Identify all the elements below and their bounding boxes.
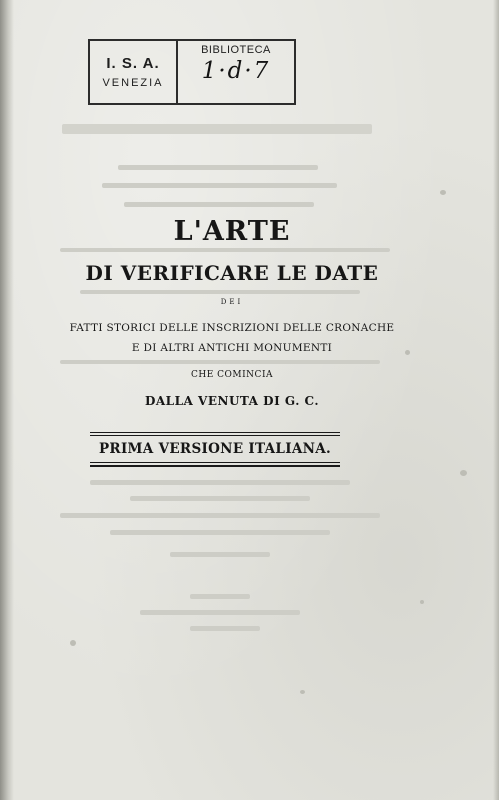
bleed-through-mark bbox=[60, 248, 390, 252]
edition-version: PRIMA VERSIONE ITALIANA. bbox=[98, 441, 332, 457]
page-right-edge bbox=[493, 0, 499, 800]
paper-speck bbox=[420, 600, 424, 604]
book-title: L'ARTE bbox=[173, 216, 291, 247]
title-commencing: CHE COMINCIA bbox=[190, 370, 274, 380]
bleed-through-mark bbox=[90, 480, 350, 485]
bleed-through-mark bbox=[118, 165, 318, 170]
stamp-library bbox=[178, 41, 294, 103]
bleed-through-mark bbox=[62, 124, 372, 134]
library-stamp bbox=[88, 39, 296, 105]
bleed-through-mark bbox=[140, 610, 300, 615]
bleed-through-mark bbox=[102, 183, 337, 188]
bleed-through-mark bbox=[124, 202, 314, 207]
stamp-org: I. S. A. bbox=[106, 55, 160, 72]
stamp-city: VENEZIA bbox=[102, 77, 164, 89]
paper-speck bbox=[300, 690, 305, 694]
stamp-institution bbox=[90, 41, 178, 103]
title-description-line-2: E DI ALTRI ANTICHI MONUMENTI bbox=[131, 342, 333, 354]
stamp-library-label: BIBLIOTECA bbox=[201, 44, 271, 56]
rule-bottom bbox=[90, 462, 340, 463]
book-subtitle: DI VERIFICARE LE DATE bbox=[85, 261, 379, 285]
rule-top bbox=[90, 432, 340, 433]
bleed-through-mark bbox=[190, 626, 260, 631]
bleed-through-mark bbox=[170, 552, 270, 557]
bleed-through-mark bbox=[190, 594, 250, 599]
paper-speck bbox=[440, 190, 446, 195]
bleed-through-mark bbox=[130, 496, 310, 501]
rule-bottom bbox=[90, 465, 340, 467]
bleed-through-mark bbox=[60, 360, 380, 364]
title-from: DALLA VENUTA DI G. C. bbox=[144, 394, 320, 408]
paper-speck bbox=[460, 470, 467, 476]
title-connector: DEI bbox=[220, 298, 244, 306]
rule-top bbox=[90, 435, 340, 436]
bleed-through-mark bbox=[110, 530, 330, 535]
page-left-edge bbox=[0, 0, 14, 800]
paper-speck bbox=[70, 640, 76, 646]
stamp-shelfmark: 1·d·7 bbox=[201, 58, 271, 84]
title-description-line-1: FATTI STORICI DELLE INSCRIZIONI DELLE CRONACHE bbox=[69, 322, 395, 334]
bleed-through-mark bbox=[80, 290, 360, 294]
bleed-through-mark bbox=[60, 513, 380, 518]
